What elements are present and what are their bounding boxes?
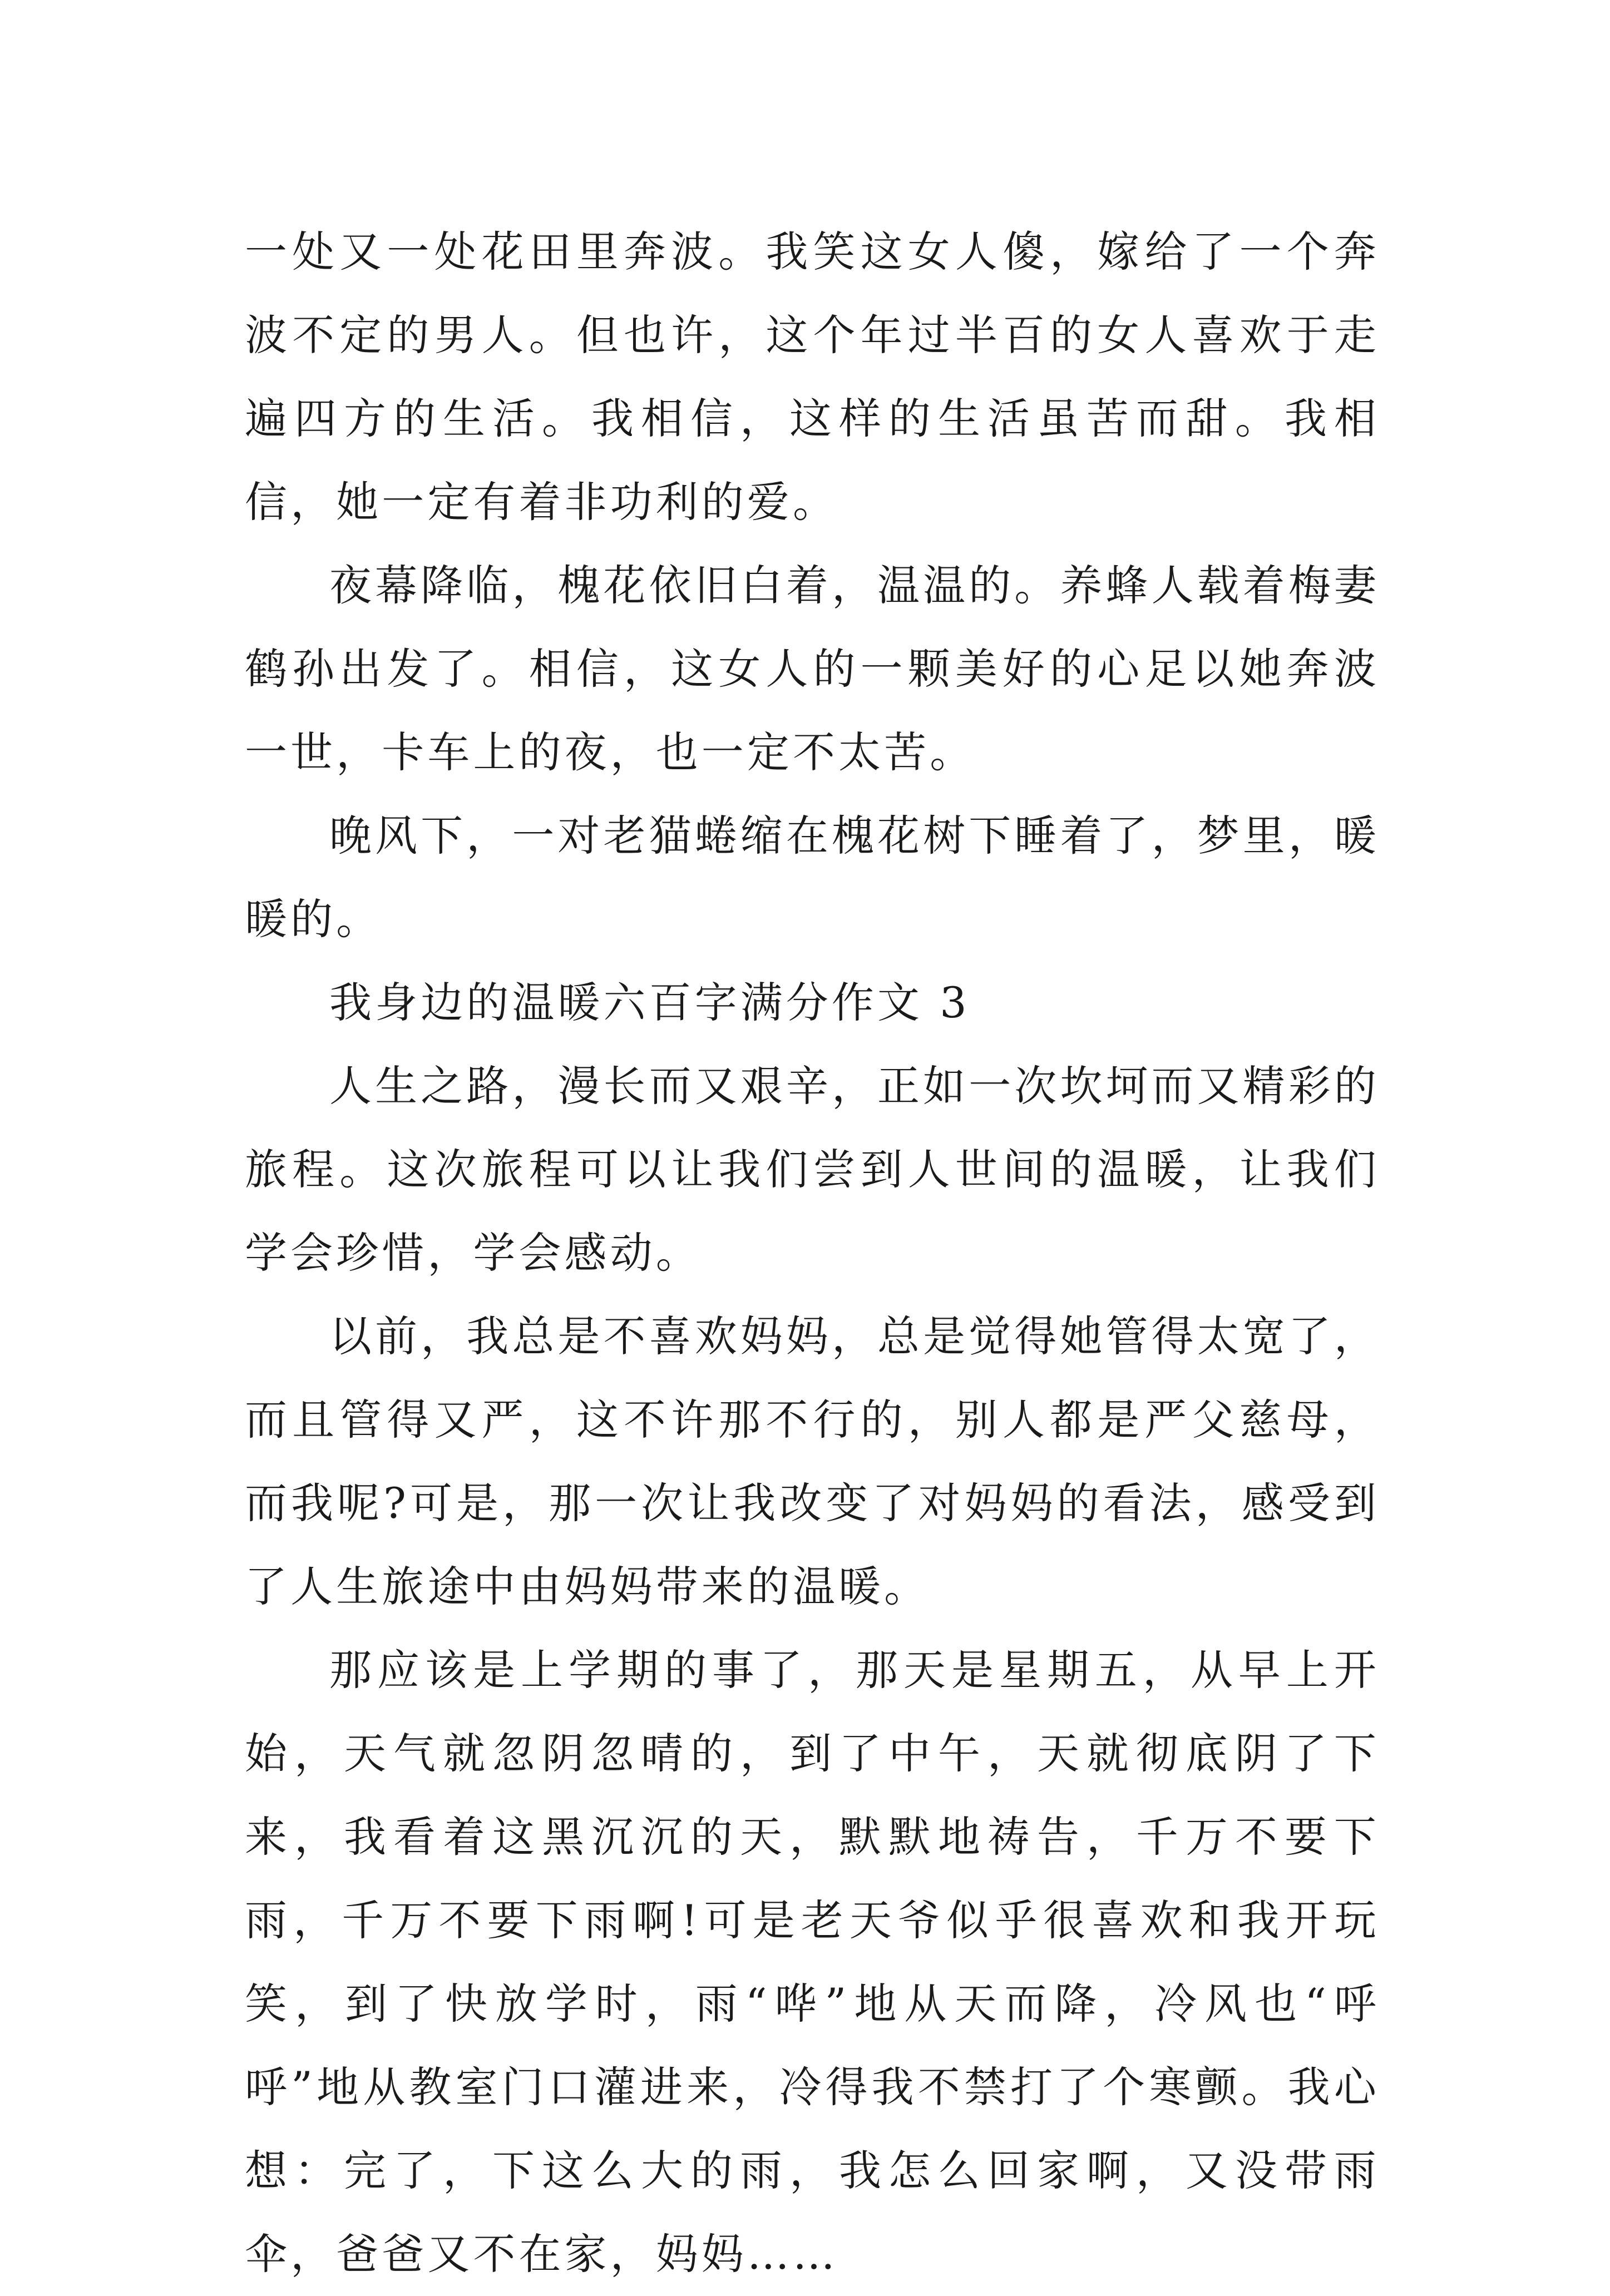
document-body [245,210,1380,2296]
paragraph: 人生之路，漫长而又艰辛，正如一次坎坷而又精彩的旅程。这次旅程可以让我们尝到人世间的温暖，让我们学会珍惜，学会感动。 [245,1061,1380,1278]
paragraph: 晚风下，一对老猫蜷缩在槐花树下睡着了，梦里，暖暖的。 [245,811,1380,944]
section-heading: 我身边的温暖六百字满分作文 3 [329,978,970,1027]
paragraph-continuation: 一处又一处花田里奔波。我笑这女人傻，嫁给了一个奔波不定的男人。但也许，这个年过半百的女人喜欢于走遍四方的生活。我相信，这样的生活虽苦而甜。我相信，她一定有着非功利的爱。 [245,227,1380,527]
paragraph: 夜幕降临，槐花依旧白着，温温的。养蜂人载着梅妻鹤孙出发了。相信，这女人的一颗美好的心足以她奔波一世，卡车上的夜，也一定不太苦。 [245,561,1380,777]
paragraph: 以前，我总是不喜欢妈妈，总是觉得她管得太宽了，而且管得又严，这不许那不行的，别人都是严父慈母，而我呢?可是，那一次让我改变了对妈妈的看法，感受到了人生旅途中由妈妈带来的温暖。 [245,1312,1380,1611]
paragraph: 那应该是上学期的事了，那天是星期五，从早上开始，天气就忽阴忽晴的，到了中午，天就彻底阴了下来，我看着这黑沉沉的天，默默地祷告，千万不要下雨，千万不要下雨啊!可是老天爷似乎很喜欢和我开玩笑，到了快放学时，雨“哗”地从天而降，冷风也“呼呼”地从教室门口灌进来，冷得我不禁打了个寒颤。我心想：完了，下这么大的雨，我怎么回家啊，又没带雨伞，爸爸又不在家，妈妈…… [245,1645,1380,2279]
